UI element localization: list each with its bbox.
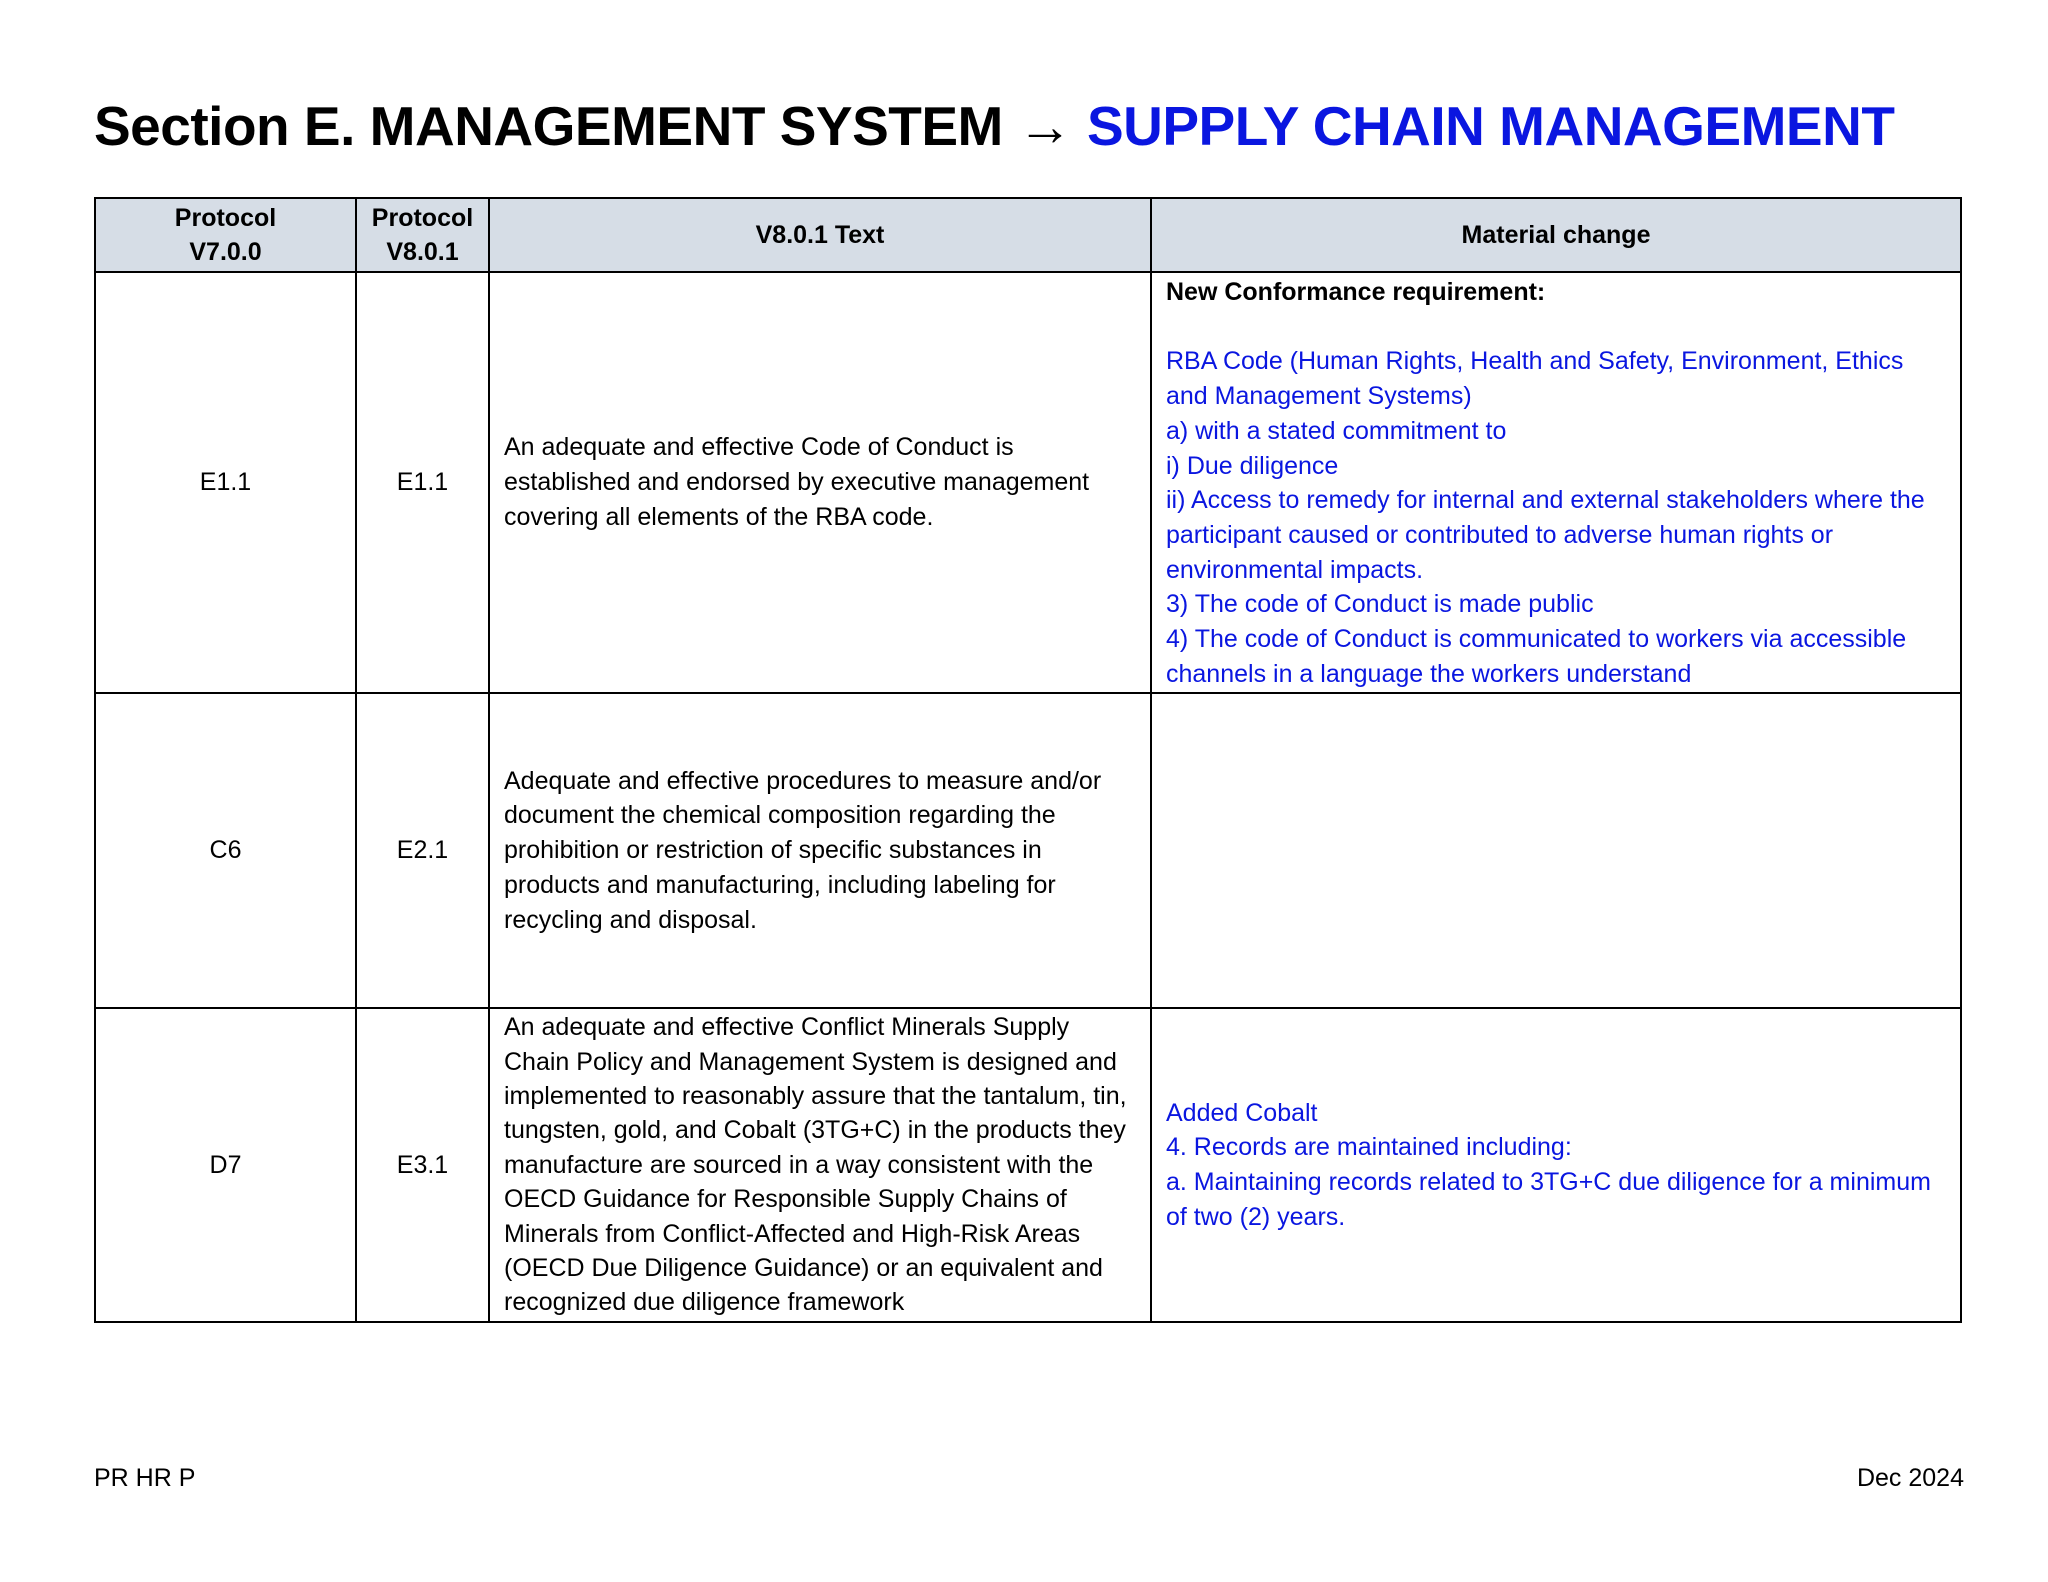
cell-v7-code: C6 [95, 693, 356, 1008]
change-table [94, 197, 1962, 1323]
page-title [94, 94, 1894, 158]
cell-v7-code: D7 [95, 1008, 356, 1322]
cell-material-change [1151, 1008, 1961, 1322]
title-highlight: SUPPLY CHAIN MANAGEMENT [1086, 95, 1895, 157]
table-row [95, 272, 1961, 693]
table-row [95, 1008, 1961, 1322]
cell-material-change [1151, 693, 1961, 1008]
change-spacer [1166, 310, 1946, 345]
change-line: Added Cobalt [1166, 1098, 1318, 1127]
footer-left-text: PR HR P [94, 1464, 196, 1492]
header-protocol-v7-line1: Protocol [174, 204, 277, 232]
cell-material-change [1151, 272, 1961, 693]
header-protocol-v8 [356, 198, 489, 272]
cell-v8-text: An adequate and effective Code of Conduct is established and endorsed by executive management covering all elements of the RBA code. [489, 272, 1151, 693]
cell-v8-text: Adequate and effective procedures to measure and/or document the chemical composition regarding the prohibition or restriction of specific substances in products and manufacturing, including labeling for recycling and disposal. [489, 693, 1151, 1008]
header-protocol-v7 [95, 198, 356, 272]
change-line: a. Maintaining records related to 3TG+C due diligence for a minimum of two (2) years. [1166, 1168, 1931, 1231]
change-line: ii) Access to remedy for internal and external stakeholders where the participant caused or contributed to adverse human rights or environmental impacts. [1166, 486, 1925, 584]
cell-v8-code: E2.1 [356, 693, 489, 1008]
cell-v8-code: E3.1 [356, 1008, 489, 1322]
arrow-icon: → [1017, 95, 1073, 157]
table-row [95, 693, 1961, 1008]
header-material-change: Material change [1151, 198, 1961, 272]
title-prefix: Section E. MANAGEMENT SYSTEM [94, 95, 1003, 157]
change-line: 4) The code of Conduct is communicated to workers via accessible channels in a language the workers understand [1166, 625, 1907, 688]
footer-date: Dec 2024 [1856, 1464, 1964, 1492]
change-line: 4. Records are maintained including: [1166, 1133, 1572, 1162]
change-line: RBA Code (Human Rights, Health and Safety, Environment, Ethics and Management Systems) [1166, 347, 1904, 411]
change-heading: New Conformance requirement: [1166, 278, 1546, 306]
header-v8-text: V8.0.1 Text [489, 198, 1151, 272]
change-line: 3) The code of Conduct is made public [1166, 590, 1594, 619]
cell-v8-code: E1.1 [356, 272, 489, 693]
header-protocol-v7-line2: V7.0.0 [189, 238, 262, 266]
header-protocol-v8-line1: Protocol [371, 204, 474, 232]
cell-v7-code: E1.1 [95, 272, 356, 693]
cell-v8-text: An adequate and effective Conflict Minerals Supply Chain Policy and Management System is designed and implemented to reasonably assure that the tantalum, tin, tungsten, gold, and Cobalt (3TG+C) in the products they manufacture are sourced in a way consistent with the OECD Guidance for Responsible Supply Chains of Minerals from Conflict-Affected and High-Risk Areas (OECD Due Diligence Guidance) or an equivalent and recognized due diligence framework [489, 1008, 1151, 1322]
table-header-row [95, 198, 1961, 272]
header-protocol-v8-line2: V8.0.1 [386, 238, 459, 266]
change-line: i) Due diligence [1166, 451, 1339, 480]
change-line: a) with a stated commitment to [1166, 416, 1507, 445]
